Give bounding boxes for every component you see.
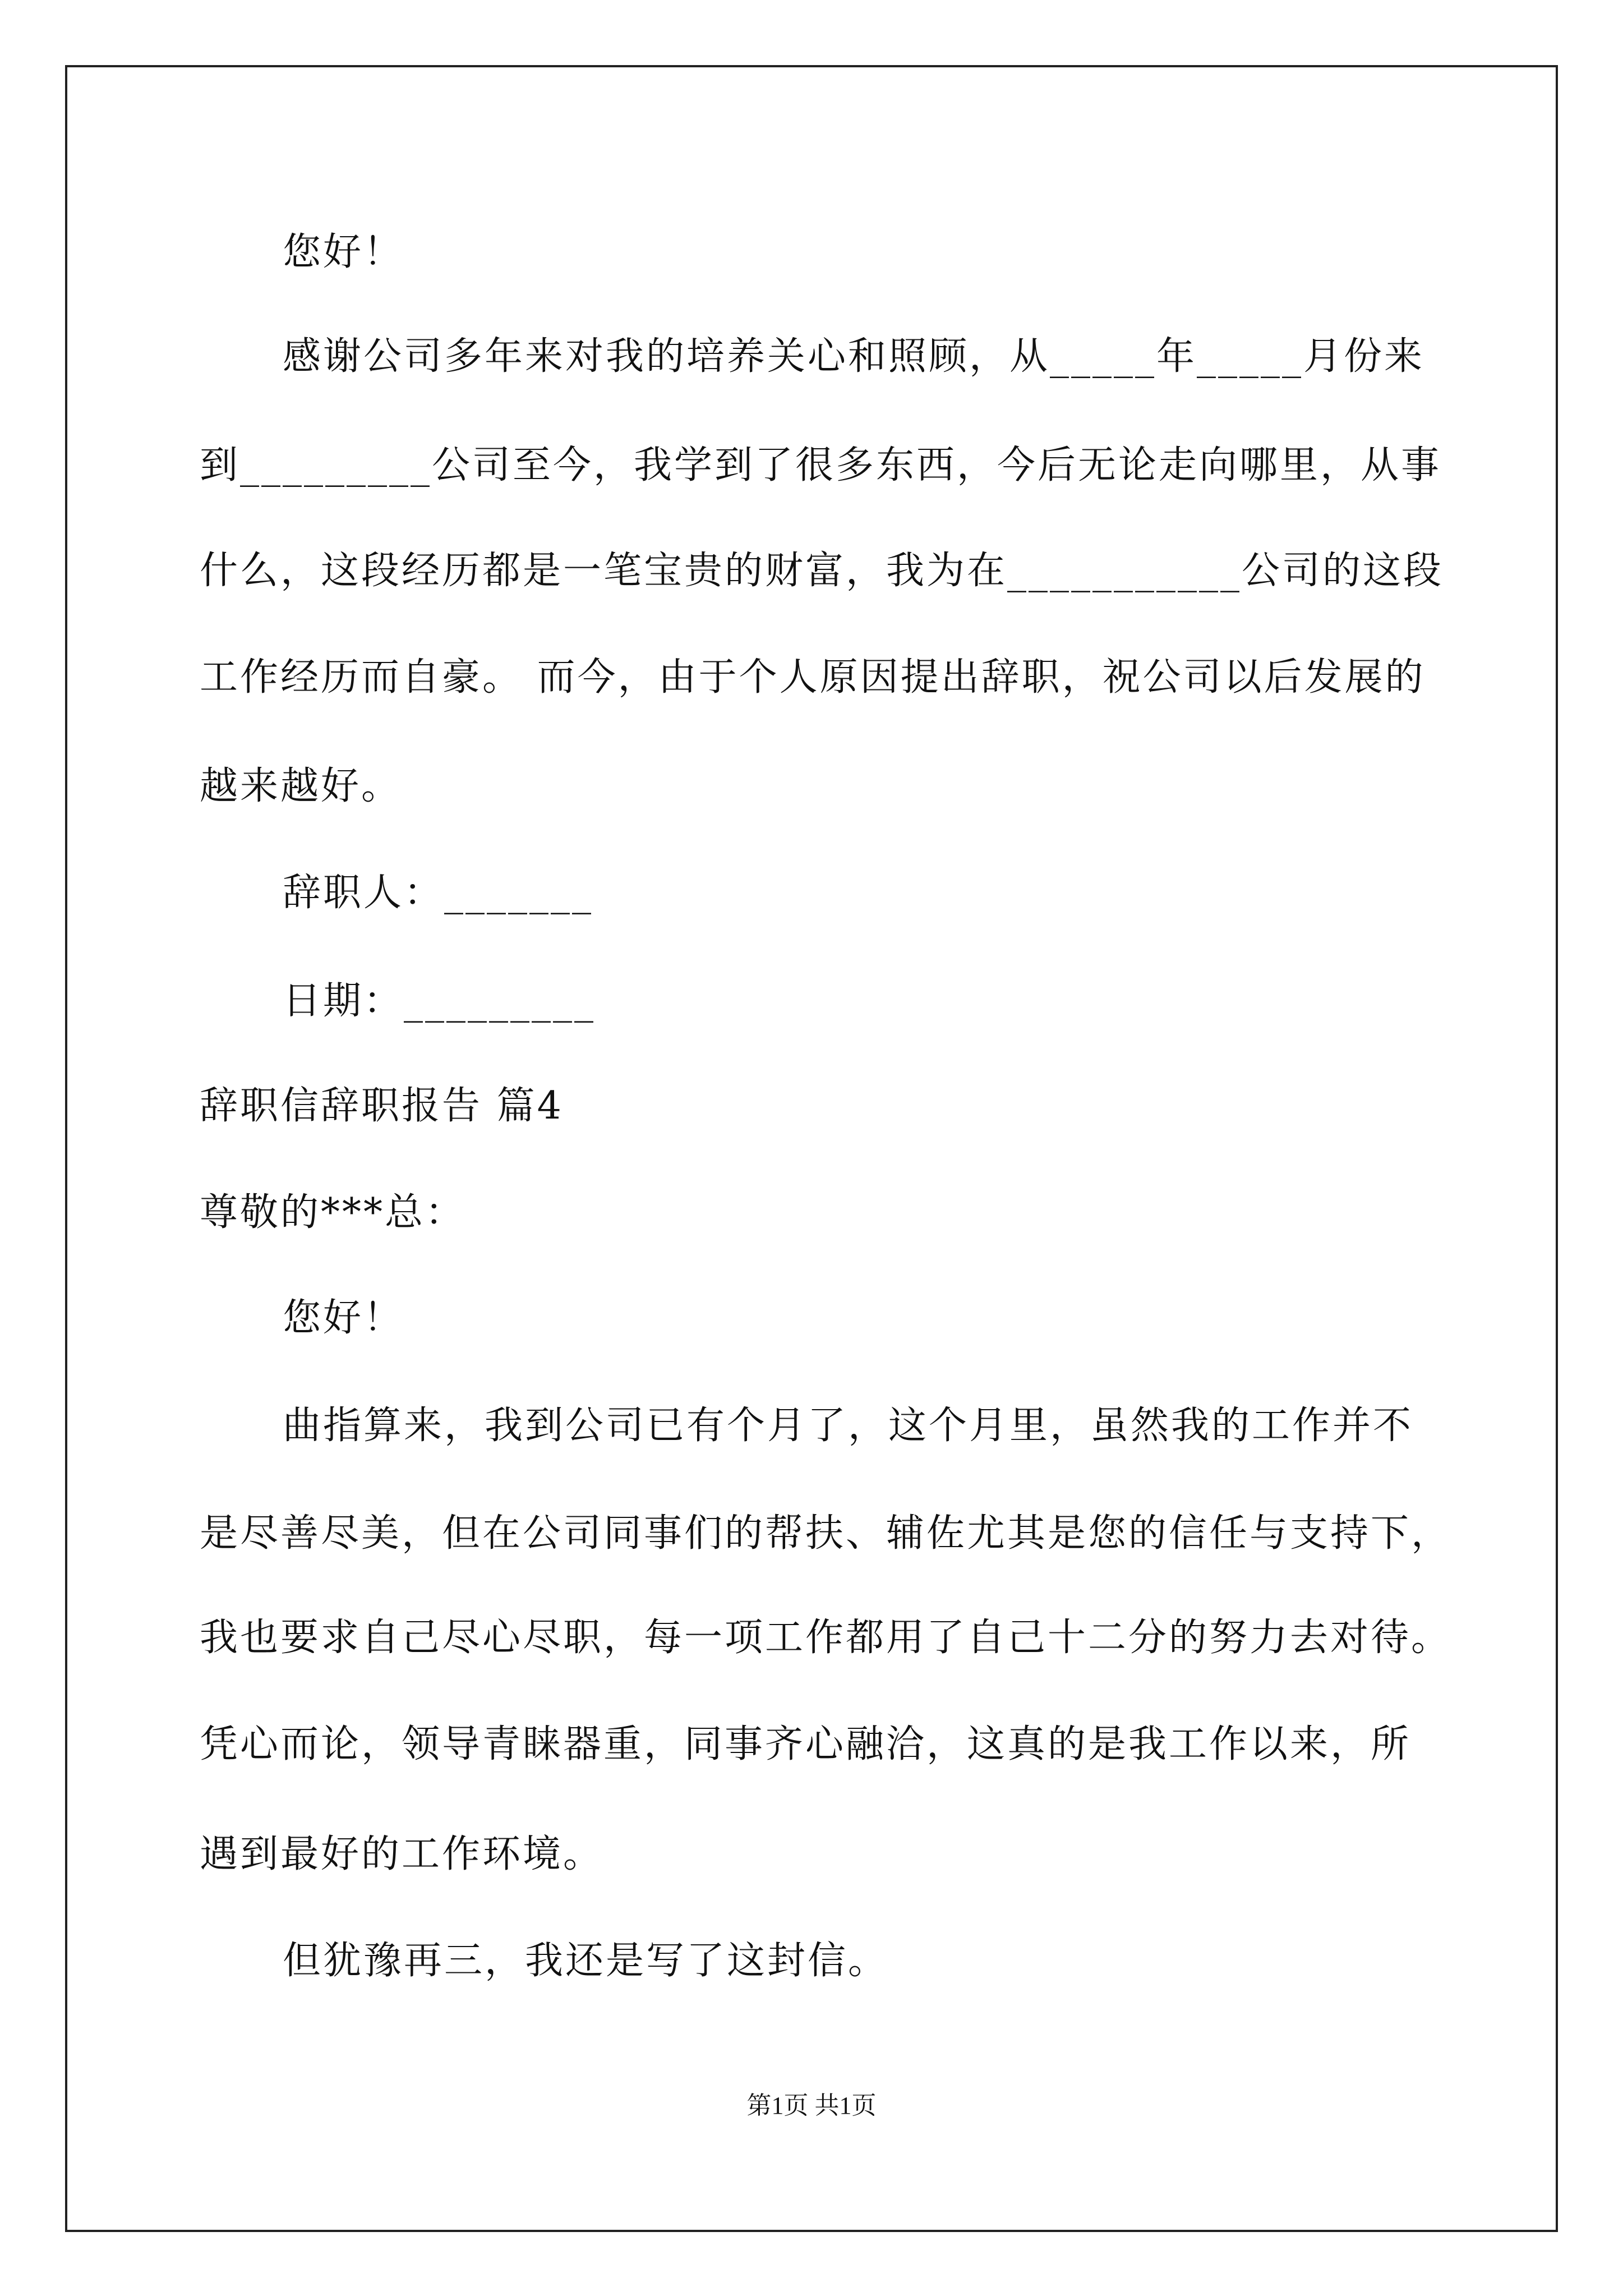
body-line-2: 到_________公司至今，我学到了很多东西，今后无论走向哪里，从事 [200,443,1442,487]
page-footer: 第1页 共1页 [746,2092,877,2119]
salutation: 尊敬的***总： [200,1190,466,1235]
resigner-field: 辞职人：_______ [283,871,594,915]
body-line-3: 什么，这段经历都是一笔宝贵的财富，我为在___________公司的这段 [200,549,1444,593]
body-line-4: 工作经历而自豪。 而今，由于个人原因提出辞职，祝公司以后发展的 [200,655,1426,700]
body2-line-6: 但犹豫再三，我还是写了这封信。 [283,1939,889,1983]
page-border [65,65,1558,2232]
body2-line-3: 我也要求自己尽心尽职，每一项工作都用了自己十二分的努力去对待。 [200,1616,1452,1660]
body2-line-1: 曲指算来，我到公司已有个月了，这个月里，虽然我的工作并不 [283,1404,1414,1448]
greeting-2: 您好！ [283,1296,404,1340]
body-line-1: 感谢公司多年来对我的培养关心和照顾，从_____年_____月份来 [283,334,1425,379]
body2-line-4: 凭心而论，领导青睐器重，同事齐心融洽，这真的是我工作以来，所 [200,1722,1412,1766]
body2-line-5: 遇到最好的工作环境。 [200,1832,604,1876]
body2-line-2: 是尽善尽美，但在公司同事们的帮扶、辅佐尤其是您的信任与支持下， [200,1511,1452,1556]
section-heading: 辞职信辞职报告 篇4 [200,1084,564,1128]
date-field: 日期：_________ [283,979,596,1023]
body-line-5: 越来越好。 [200,764,402,808]
greeting-1: 您好！ [283,230,404,274]
